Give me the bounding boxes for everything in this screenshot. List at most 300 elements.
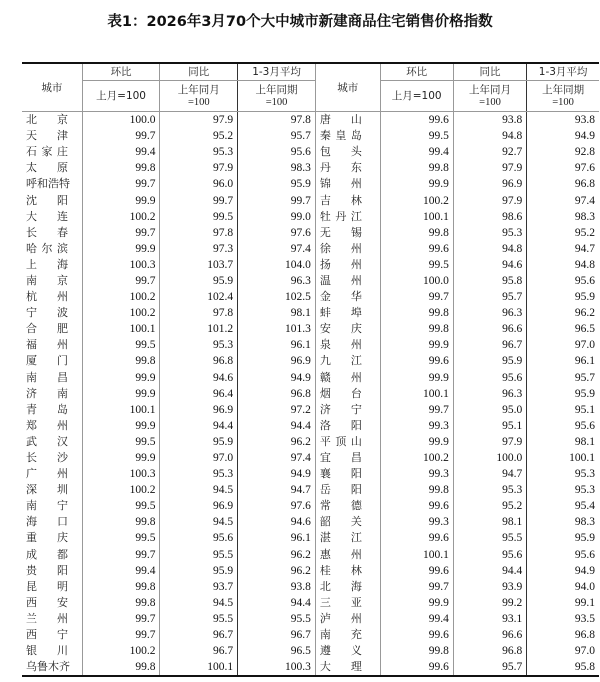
mom-left: 99.7	[82, 225, 160, 241]
city-left	[22, 547, 82, 563]
avg-left: 94.6	[238, 514, 316, 530]
avg-left: 97.6	[238, 498, 316, 514]
yoy-right: 99.2	[453, 595, 526, 611]
city-left	[22, 402, 82, 418]
yoy-right: 98.6	[453, 209, 526, 225]
mom-right: 99.6	[380, 530, 453, 546]
mom-right: 99.8	[380, 305, 453, 321]
city-right	[315, 144, 380, 160]
table-row	[22, 595, 599, 611]
table-row	[22, 627, 599, 643]
mom-left: 99.8	[82, 514, 160, 530]
avg-left: 98.1	[238, 305, 316, 321]
mom-right: 99.6	[380, 353, 453, 369]
avg-right: 95.7	[527, 370, 599, 386]
city-name: 石 家 庄	[26, 145, 68, 159]
mom-right: 99.6	[380, 241, 453, 257]
city-name: 南 宁	[26, 499, 68, 513]
yoy-left: 96.9	[160, 498, 238, 514]
city-left	[22, 643, 82, 659]
avg-left: 96.2	[238, 434, 316, 450]
city-right	[315, 305, 380, 321]
avg-right: 96.1	[527, 353, 599, 369]
city-name: 西 宁	[26, 628, 68, 642]
table-row	[22, 514, 599, 530]
city-left	[22, 112, 82, 129]
city-left	[22, 273, 82, 289]
yoy-right: 93.8	[453, 112, 526, 129]
city-right	[315, 579, 380, 595]
city-name: 蚌 埠	[319, 306, 362, 320]
city-name: 丹 东	[319, 161, 362, 175]
yoy-left: 97.3	[160, 241, 238, 257]
yoy-left: 94.5	[160, 482, 238, 498]
city-left	[22, 353, 82, 369]
header-mom-base-right: 上月=100	[380, 81, 453, 112]
avg-right: 95.6	[527, 273, 599, 289]
yoy-right: 96.6	[453, 321, 526, 337]
mom-left: 100.3	[82, 257, 160, 273]
yoy-left: 101.2	[160, 321, 238, 337]
city-name: 北 海	[319, 579, 362, 593]
city-right	[315, 241, 380, 257]
table-row	[22, 530, 599, 546]
yoy-right: 98.1	[453, 514, 526, 530]
yoy-left: 97.9	[160, 112, 238, 129]
yoy-left: 94.4	[160, 418, 238, 434]
avg-left: 104.0	[238, 257, 316, 273]
avg-left: 97.8	[238, 112, 316, 129]
yoy-right: 97.9	[453, 160, 526, 176]
city-right	[315, 225, 380, 241]
avg-left: 95.5	[238, 611, 316, 627]
city-name: 无 锡	[319, 225, 362, 239]
mom-left: 100.2	[82, 305, 160, 321]
yoy-left: 96.7	[160, 627, 238, 643]
mom-left: 99.5	[82, 530, 160, 546]
table-row	[22, 370, 599, 386]
mom-right: 99.6	[380, 112, 453, 129]
city-name: 长 春	[26, 225, 68, 239]
mom-right: 99.9	[380, 434, 453, 450]
city-name: 唐 山	[319, 113, 362, 127]
city-right	[315, 627, 380, 643]
city-right	[315, 595, 380, 611]
table-row	[22, 176, 599, 192]
avg-right: 95.2	[527, 225, 599, 241]
city-right	[315, 547, 380, 563]
mom-right: 99.6	[380, 627, 453, 643]
avg-left: 96.7	[238, 627, 316, 643]
header-avg-base-right: 上年同期 =100	[527, 81, 599, 112]
city-right	[315, 514, 380, 530]
mom-left: 99.5	[82, 434, 160, 450]
mom-right: 99.8	[380, 225, 453, 241]
yoy-left: 96.0	[160, 176, 238, 192]
table-row	[22, 643, 599, 659]
yoy-left: 94.5	[160, 514, 238, 530]
avg-right: 94.9	[527, 563, 599, 579]
mom-left: 99.9	[82, 370, 160, 386]
city-right	[315, 209, 380, 225]
city-right	[315, 611, 380, 627]
city-right	[315, 128, 380, 144]
city-left	[22, 257, 82, 273]
table-row	[22, 305, 599, 321]
city-right	[315, 273, 380, 289]
yoy-right: 94.8	[453, 241, 526, 257]
mom-left: 99.4	[82, 144, 160, 160]
city-name: 北 京	[26, 113, 68, 127]
avg-right: 94.7	[527, 241, 599, 257]
table-row	[22, 289, 599, 305]
yoy-left: 95.5	[160, 611, 238, 627]
header-mom-right: 环比	[380, 63, 453, 81]
city-name: 岳 阳	[319, 483, 362, 497]
city-name: 韶 关	[319, 515, 362, 529]
yoy-right: 95.3	[453, 225, 526, 241]
city-left	[22, 514, 82, 530]
yoy-right: 95.9	[453, 353, 526, 369]
yoy-right: 93.1	[453, 611, 526, 627]
header-yoy-left: 同比	[160, 63, 238, 81]
avg-right: 92.8	[527, 144, 599, 160]
avg-left: 95.7	[238, 128, 316, 144]
city-name: 桂 林	[319, 563, 362, 577]
mom-left: 99.7	[82, 273, 160, 289]
avg-left: 98.3	[238, 160, 316, 176]
mom-left: 99.9	[82, 241, 160, 257]
table-title: 表1：2026年3月70个大中城市新建商品住宅销售价格指数	[107, 14, 493, 30]
avg-right: 100.1	[527, 450, 599, 466]
city-name: 昆 明	[26, 579, 68, 593]
mom-right: 99.9	[380, 370, 453, 386]
yoy-left: 97.9	[160, 160, 238, 176]
avg-left: 97.6	[238, 225, 316, 241]
city-name: 太 原	[26, 161, 68, 175]
city-left	[22, 144, 82, 160]
mom-left: 99.5	[82, 498, 160, 514]
yoy-right: 96.9	[453, 176, 526, 192]
avg-right: 98.1	[527, 434, 599, 450]
avg-left: 96.8	[238, 386, 316, 402]
city-name: 安 庆	[319, 322, 362, 336]
city-right	[315, 257, 380, 273]
avg-left: 96.1	[238, 337, 316, 353]
city-name: 南 京	[26, 273, 68, 287]
avg-right: 97.4	[527, 192, 599, 208]
yoy-left: 95.3	[160, 466, 238, 482]
table-row	[22, 225, 599, 241]
mom-right: 99.7	[380, 402, 453, 418]
city-right	[315, 434, 380, 450]
mom-left: 99.9	[82, 450, 160, 466]
city-right	[315, 337, 380, 353]
city-right	[315, 418, 380, 434]
city-left	[22, 128, 82, 144]
avg-left: 99.0	[238, 209, 316, 225]
table-row	[22, 466, 599, 482]
yoy-right: 94.4	[453, 563, 526, 579]
city-name: 武 汉	[26, 434, 68, 448]
mom-left: 99.9	[82, 386, 160, 402]
city-name: 海 口	[26, 515, 68, 529]
city-name: 郑 州	[26, 418, 68, 432]
table-row	[22, 386, 599, 402]
city-right	[315, 321, 380, 337]
mom-right: 100.1	[380, 209, 453, 225]
city-name: 乌 鲁 木 齐	[26, 660, 70, 674]
yoy-left: 95.2	[160, 128, 238, 144]
city-right	[315, 112, 380, 129]
table-row	[22, 273, 599, 289]
city-name: 大 理	[319, 660, 362, 674]
avg-left: 97.4	[238, 241, 316, 257]
avg-right: 95.8	[527, 659, 599, 676]
city-name: 厦 门	[26, 354, 68, 368]
avg-right: 95.9	[527, 386, 599, 402]
table-row	[22, 209, 599, 225]
yoy-left: 95.6	[160, 530, 238, 546]
yoy-right: 96.3	[453, 386, 526, 402]
city-name: 赣 州	[319, 370, 362, 384]
avg-right: 95.9	[527, 289, 599, 305]
avg-left: 96.2	[238, 563, 316, 579]
city-left	[22, 579, 82, 595]
yoy-left: 96.9	[160, 402, 238, 418]
yoy-right: 94.8	[453, 128, 526, 144]
yoy-right: 96.6	[453, 627, 526, 643]
header-yoy-right: 同比	[453, 63, 526, 81]
yoy-left: 97.8	[160, 225, 238, 241]
city-left	[22, 418, 82, 434]
city-left	[22, 305, 82, 321]
avg-left: 93.8	[238, 579, 316, 595]
avg-right: 95.4	[527, 498, 599, 514]
avg-left: 100.3	[238, 659, 316, 676]
yoy-left: 93.7	[160, 579, 238, 595]
city-name: 大 连	[26, 209, 68, 223]
mom-right: 99.8	[380, 321, 453, 337]
city-name: 泸 州	[319, 611, 362, 625]
yoy-right: 95.6	[453, 547, 526, 563]
city-right	[315, 450, 380, 466]
table-row	[22, 563, 599, 579]
city-name: 杭 州	[26, 290, 68, 304]
city-name: 兰 州	[26, 611, 68, 625]
city-name: 沈 阳	[26, 193, 68, 207]
yoy-right: 95.2	[453, 498, 526, 514]
yoy-right: 96.8	[453, 643, 526, 659]
city-right	[315, 563, 380, 579]
avg-right: 95.6	[527, 547, 599, 563]
mom-right: 100.2	[380, 192, 453, 208]
yoy-right: 94.6	[453, 257, 526, 273]
city-left	[22, 498, 82, 514]
table-body	[22, 112, 599, 677]
city-left	[22, 241, 82, 257]
city-name: 长 沙	[26, 451, 68, 465]
yoy-right: 100.0	[453, 450, 526, 466]
city-name: 贵 阳	[26, 563, 68, 577]
city-right	[315, 466, 380, 482]
mom-left: 99.7	[82, 627, 160, 643]
city-left	[22, 370, 82, 386]
avg-left: 95.6	[238, 144, 316, 160]
avg-right: 95.1	[527, 402, 599, 418]
table-row	[22, 659, 599, 676]
table-row	[22, 482, 599, 498]
yoy-right: 95.7	[453, 289, 526, 305]
header-mom-left: 环比	[82, 63, 160, 81]
table-row	[22, 337, 599, 353]
mom-right: 99.3	[380, 514, 453, 530]
yoy-right: 95.8	[453, 273, 526, 289]
table-row	[22, 144, 599, 160]
avg-right: 96.2	[527, 305, 599, 321]
city-left	[22, 160, 82, 176]
yoy-right: 97.9	[453, 434, 526, 450]
mom-right: 99.8	[380, 482, 453, 498]
yoy-right: 96.3	[453, 305, 526, 321]
avg-right: 95.6	[527, 418, 599, 434]
avg-right: 97.6	[527, 160, 599, 176]
city-name: 金 华	[319, 290, 362, 304]
city-name: 常 德	[319, 499, 362, 513]
city-left	[22, 321, 82, 337]
avg-left: 96.9	[238, 353, 316, 369]
city-name: 襄 阳	[319, 467, 362, 481]
city-name: 济 南	[26, 386, 68, 400]
city-name: 南 充	[319, 628, 362, 642]
city-left	[22, 434, 82, 450]
city-name: 宜 昌	[319, 451, 362, 465]
yoy-right: 94.7	[453, 466, 526, 482]
yoy-left: 100.1	[160, 659, 238, 676]
city-name: 吉 林	[319, 193, 362, 207]
mom-left: 99.9	[82, 192, 160, 208]
city-name: 济 宁	[319, 402, 362, 416]
avg-left: 96.5	[238, 643, 316, 659]
avg-right: 98.3	[527, 209, 599, 225]
mom-left: 99.9	[82, 418, 160, 434]
yoy-left: 94.6	[160, 370, 238, 386]
city-name: 南 昌	[26, 370, 68, 384]
yoy-right: 95.6	[453, 370, 526, 386]
city-left	[22, 659, 82, 676]
table-row	[22, 418, 599, 434]
city-left	[22, 225, 82, 241]
yoy-left: 94.5	[160, 595, 238, 611]
table-row	[22, 257, 599, 273]
mom-left: 99.7	[82, 128, 160, 144]
mom-right: 99.3	[380, 418, 453, 434]
mom-right: 99.6	[380, 659, 453, 676]
table-row	[22, 450, 599, 466]
city-left	[22, 209, 82, 225]
mom-right: 100.1	[380, 547, 453, 563]
avg-left: 96.3	[238, 273, 316, 289]
city-name: 秦 皇 岛	[319, 129, 362, 143]
city-name: 西 安	[26, 595, 68, 609]
avg-right: 93.8	[527, 112, 599, 129]
city-name: 青 岛	[26, 402, 68, 416]
city-right	[315, 353, 380, 369]
city-left	[22, 337, 82, 353]
city-right	[315, 402, 380, 418]
mom-right: 99.9	[380, 595, 453, 611]
city-name: 遵 义	[319, 644, 362, 658]
yoy-left: 95.9	[160, 563, 238, 579]
avg-left: 94.7	[238, 482, 316, 498]
city-right	[315, 482, 380, 498]
city-left	[22, 530, 82, 546]
city-name: 牡 丹 江	[319, 209, 362, 223]
table-row	[22, 402, 599, 418]
city-name: 洛 阳	[319, 418, 362, 432]
city-name: 徐 州	[319, 241, 362, 255]
avg-left: 97.2	[238, 402, 316, 418]
avg-right: 96.8	[527, 176, 599, 192]
mom-left: 100.2	[82, 209, 160, 225]
yoy-right: 95.3	[453, 482, 526, 498]
table-row	[22, 160, 599, 176]
mom-left: 100.2	[82, 289, 160, 305]
avg-left: 96.2	[238, 547, 316, 563]
mom-left: 99.8	[82, 353, 160, 369]
avg-left: 94.9	[238, 370, 316, 386]
yoy-left: 102.4	[160, 289, 238, 305]
mom-right: 99.6	[380, 563, 453, 579]
price-index-table	[22, 62, 599, 677]
city-left	[22, 289, 82, 305]
yoy-left: 96.7	[160, 643, 238, 659]
avg-right: 93.5	[527, 611, 599, 627]
table-row	[22, 241, 599, 257]
yoy-right: 95.7	[453, 659, 526, 676]
city-name: 锦 州	[319, 177, 362, 191]
avg-right: 94.0	[527, 579, 599, 595]
yoy-right: 93.9	[453, 579, 526, 595]
city-name: 平 顶 山	[319, 434, 362, 448]
mom-right: 100.0	[380, 273, 453, 289]
yoy-left: 95.5	[160, 547, 238, 563]
city-right	[315, 498, 380, 514]
avg-right: 97.0	[527, 337, 599, 353]
table-row	[22, 353, 599, 369]
city-right	[315, 176, 380, 192]
mom-right: 99.8	[380, 160, 453, 176]
mom-left: 99.7	[82, 611, 160, 627]
yoy-left: 95.3	[160, 337, 238, 353]
city-left	[22, 176, 82, 192]
avg-right: 95.9	[527, 530, 599, 546]
yoy-left: 99.7	[160, 192, 238, 208]
city-name: 泉 州	[319, 338, 362, 352]
mom-left: 100.2	[82, 482, 160, 498]
avg-left: 95.9	[238, 176, 316, 192]
avg-right: 95.3	[527, 466, 599, 482]
yoy-right: 97.9	[453, 192, 526, 208]
avg-right: 98.3	[527, 514, 599, 530]
city-right	[315, 370, 380, 386]
header-avg-base-left: 上年同期 =100	[238, 81, 316, 112]
avg-right: 94.9	[527, 128, 599, 144]
yoy-right: 96.7	[453, 337, 526, 353]
city-left	[22, 466, 82, 482]
city-name: 宁 波	[26, 306, 68, 320]
city-left	[22, 192, 82, 208]
